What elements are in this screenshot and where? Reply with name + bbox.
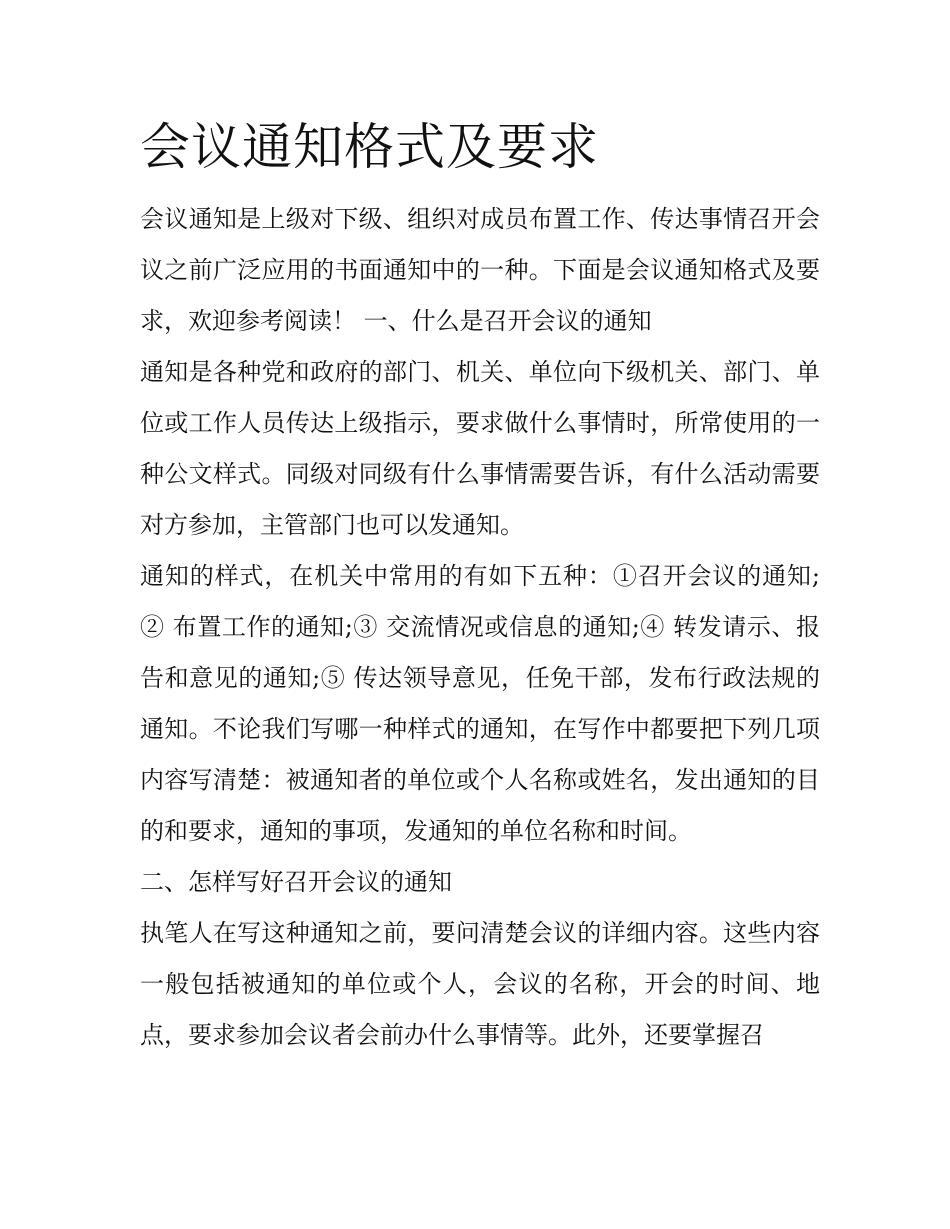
section-heading-2: 二、怎样写好召开会议的通知 — [140, 868, 452, 896]
document-title: 会议通知格式及要求 — [140, 118, 599, 176]
paragraph-types: 通知的样式，在机关中常用的有如下五种：①召开会议的通知;② 布置工作的通知;③ 交流情况或信息的通知;④ 转发请示、报告和意见的通知;⑤ 传达领导意见，任免干部，发布行政法规的通知。不论我们写哪一种样式的通知，在写作中都要把下列几项内容写清楚：被通知者的单位或个人名称或姓名，发出通知的目的和要求，通知的事项，发通知的单位名称和时间。 — [140, 562, 820, 845]
paragraph-definition: 通知是各种党和政府的部门、机关、单位向下级机关、部门、单位或工作人员传达上级指示，要求做什么事情时，所常使用的一种公文样式。同级对同级有什么事情需要告诉，有什么活动需要对方参加，主管部门也可以发通知。 — [140, 358, 820, 539]
paragraph-how-to-write: 执笔人在写这种通知之前，要问清楚会议的详细内容。这些内容一般包括被通知的单位或个人，会议的名称，开会的时间、地点，要求参加会议者会前办什么事情等。此外，还要掌握召 — [140, 919, 820, 1049]
document-page — [140, 112, 820, 1061]
paragraph-intro: 会议通知是上级对下级、组织对成员布置工作、传达事情召开会议之前广泛应用的书面通知中的一种。下面是会议通知格式及要求，欢迎参考阅读！ 一、什么是召开会议的通知 — [140, 205, 820, 335]
